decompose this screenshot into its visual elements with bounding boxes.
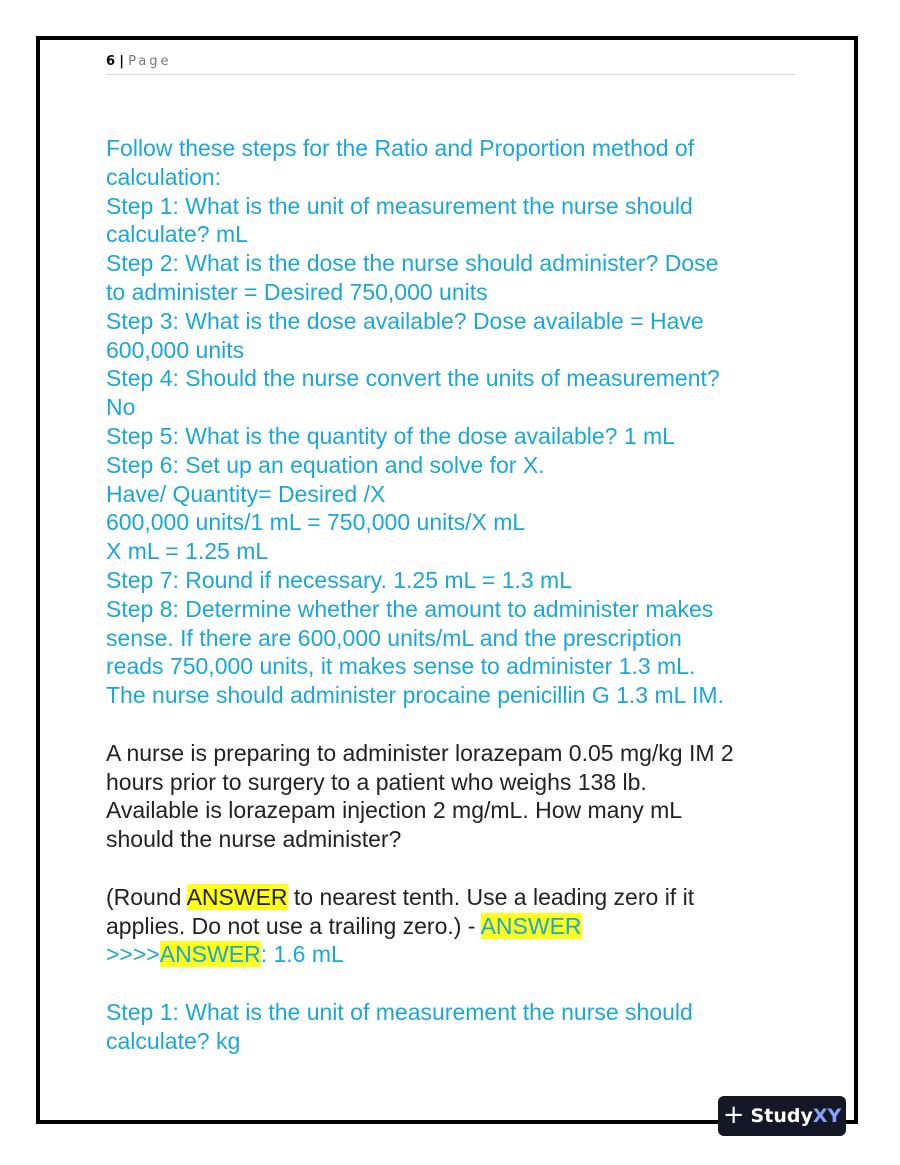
solution-steps-block <box>106 998 806 1056</box>
studyxy-logo[interactable] <box>718 1096 846 1136</box>
text-line: Step 5: What is the quantity of the dose available? 1 mL <box>106 422 675 449</box>
document-body <box>106 134 806 1056</box>
text-line: reads 750,000 units, it makes sense to administer 1.3 mL. <box>106 653 696 680</box>
answer-value: : 1.6 mL <box>260 941 344 968</box>
page-label: Page <box>128 54 172 69</box>
text-line: Step 1: What is the unit of measurement the nurse should <box>106 192 693 219</box>
text-line: Step 7: Round if necessary. 1.25 mL = 1.3 mL <box>106 566 573 593</box>
answer-prefix: >>>> <box>106 941 160 968</box>
instruction-line-1 <box>106 883 806 912</box>
plus-icon: + <box>722 1099 745 1130</box>
text-line: Have/ Quantity= Desired /X <box>106 480 386 507</box>
instruction-text: to nearest tenth. Use a leading zero if it <box>287 883 695 910</box>
instruction-line-2 <box>106 912 806 941</box>
question-line: Available is lorazepam injection 2 mg/mL. How many mL <box>106 797 683 824</box>
text-line: 600,000 units <box>106 336 245 363</box>
text-line: sense. If there are 600,000 units/mL and the prescription <box>106 624 682 651</box>
logo-text-main: Study <box>750 1105 813 1127</box>
instruction-text: applies. Do not use a trailing zero.) - <box>106 912 481 939</box>
text-line: No <box>106 394 136 421</box>
answer-line <box>106 940 806 969</box>
answer-highlight: ANSWER <box>186 883 288 910</box>
instruction-text: (Round <box>106 883 187 910</box>
question-block <box>106 739 806 854</box>
text-line: Step 6: Set up an equation and solve for X. <box>106 451 545 478</box>
spacer <box>106 710 806 739</box>
text-line: Step 3: What is the dose available? Dose available = Have <box>106 307 704 334</box>
text-line: calculation: <box>106 163 222 190</box>
spacer <box>106 854 806 883</box>
instruction-block <box>106 883 806 969</box>
question-line: should the nurse administer? <box>106 826 402 853</box>
text-line: 600,000 units/1 mL = 750,000 units/X mL <box>106 509 526 536</box>
spacer <box>106 969 806 998</box>
page-header <box>106 54 796 75</box>
answer-highlight: ANSWER <box>159 941 261 968</box>
text-line: calculate? kg <box>106 1027 241 1054</box>
text-line: Step 2: What is the dose the nurse should administer? Dose <box>106 250 719 277</box>
question-line: A nurse is preparing to administer lorazepam 0.05 mg/kg IM 2 <box>106 739 734 766</box>
text-line: Step 8: Determine whether the amount to administer makes <box>106 595 714 622</box>
ratio-steps-block <box>106 134 806 710</box>
logo-text <box>751 1105 842 1127</box>
text-line: The nurse should administer procaine penicillin G 1.3 mL IM. <box>106 682 724 709</box>
logo-text-accent: XY <box>812 1105 842 1127</box>
text-line: to administer = Desired 750,000 units <box>106 278 488 305</box>
page-number: 6 <box>106 54 116 69</box>
answer-highlight: ANSWER <box>480 912 582 939</box>
text-line: calculate? mL <box>106 221 248 248</box>
text-line: X mL = 1.25 mL <box>106 538 269 565</box>
header-separator: | <box>119 54 124 69</box>
text-line: Step 4: Should the nurse convert the units of measurement? <box>106 365 720 392</box>
question-line: hours prior to surgery to a patient who weighs 138 lb. <box>106 768 647 795</box>
text-line: Step 1: What is the unit of measurement the nurse should <box>106 998 693 1025</box>
text-line: Follow these steps for the Ratio and Proportion method of <box>106 135 695 161</box>
